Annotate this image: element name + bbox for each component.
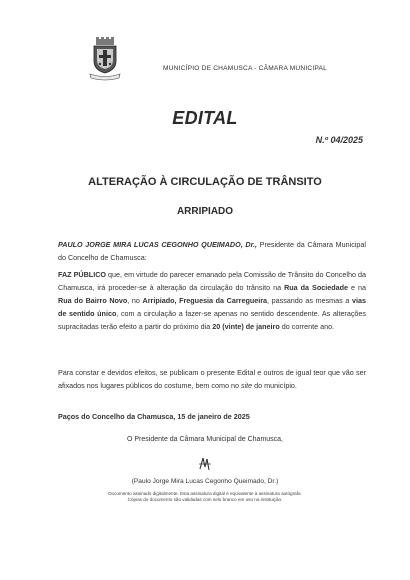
signature-mark-icon bbox=[197, 455, 213, 473]
street-name: Rua do Bairro Novo bbox=[58, 296, 128, 305]
announcement-lead: FAZ PÚBLICO bbox=[58, 270, 106, 279]
document-locality: ARRIPIADO bbox=[176, 206, 234, 217]
announcement-text: e na bbox=[348, 283, 366, 292]
document-number: N.º 04/2025 bbox=[315, 135, 363, 145]
one-way-notice: vias de sentido único bbox=[58, 296, 366, 318]
issue-date-line: Paços do Concelho da Chamusca, 15 de janeiro de 2025 bbox=[58, 412, 250, 421]
announcement-text: , passando as mesmas a bbox=[267, 296, 352, 305]
document-subject: ALTERAÇÃO À CIRCULAÇÃO DE TRÂNSITO bbox=[88, 176, 322, 188]
municipal-crest-icon bbox=[88, 37, 122, 81]
document-title: EDITAL bbox=[172, 108, 238, 128]
paragraph-publication bbox=[58, 366, 366, 392]
place-name: Arripiado, Freguesia da Carregueira bbox=[142, 296, 268, 305]
effective-date: 20 (vinte) de janeiro bbox=[212, 322, 280, 331]
issuer-role: Presidente da Câmara Municipal do Concelho de Chamusca: bbox=[58, 240, 366, 262]
announcement-text: que, em virtude do parecer emanado pela Comissão de Trânsito do Concelho da Chamusca, irá proceder-se à alteração da circulação do trânsito na bbox=[58, 270, 366, 292]
paragraph-announcement bbox=[58, 268, 366, 333]
announcement-text: do corrente ano. bbox=[279, 322, 335, 331]
issuer-name: PAULO JORGE MIRA LUCAS CEGONHO QUEIMADO, Dr., bbox=[58, 240, 257, 249]
signer-role: O Presidente da Câmara Municipal de Chamusca, bbox=[126, 436, 284, 443]
digital-signature-note: Documento assinado digitalmente. Esta assinatura digital é equivalente à assinatura autógrafa. bbox=[108, 491, 302, 496]
publication-text: Para constar e devidos efeitos, se publicam o presente Edital e outros de igual teor que vão ser afixados nos lugares públicos do costume, bem como no bbox=[58, 368, 366, 390]
street-name: Rua da Sociedade bbox=[284, 283, 348, 292]
paragraph-issuer bbox=[58, 238, 366, 264]
announcement-text: , com a circulação a fazer-se apenas no sentido descendente. As alterações supracitadas terão efeito a partir do próximo dia bbox=[58, 309, 367, 331]
municipality-header: MUNICÍPIO DE CHAMUSCA - CÂMARA MUNICIPAL bbox=[163, 65, 327, 72]
publication-text: do município. bbox=[252, 381, 297, 390]
signer-name: (Paulo Jorge Mira Lucas Cegonho Queimado, Dr.) bbox=[131, 478, 279, 485]
copy-validation-note: Cópias do documento são validadas com selo branco em uso na instituição. bbox=[127, 497, 283, 502]
site-word: site bbox=[240, 381, 253, 390]
announcement-text: , no bbox=[127, 296, 143, 305]
